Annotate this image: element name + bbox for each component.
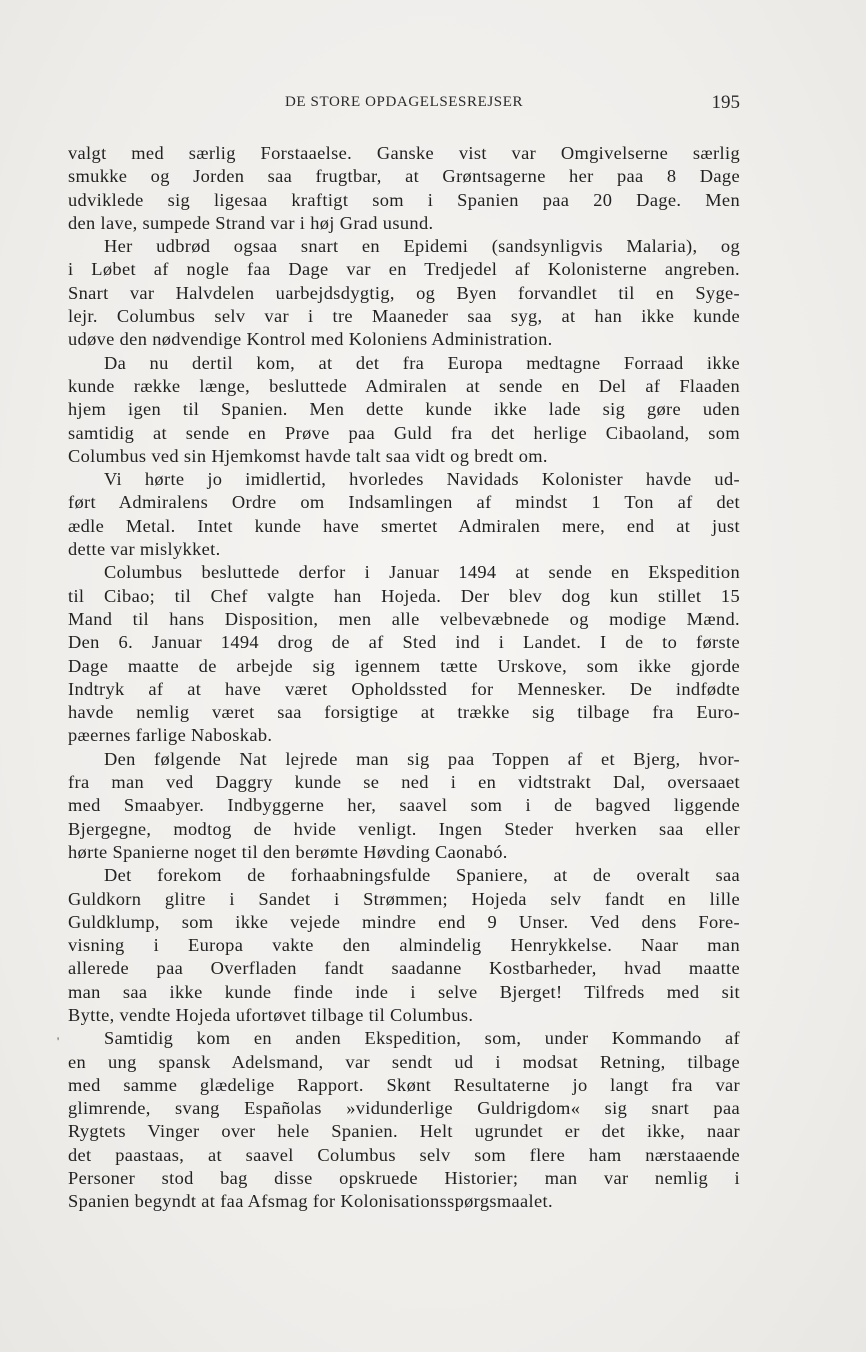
text-line: udviklede sig ligesaa kraftigt som i Spanien paa 20 Dage. Men xyxy=(68,189,740,210)
body-text xyxy=(68,142,740,1214)
margin-mark: ' xyxy=(57,1034,60,1048)
text-line: udøve den nødvendige Kontrol med Koloniens Administration. xyxy=(68,329,553,350)
text-line: Guldkorn glitre i Sandet i Strømmen; Hojeda selv fandt en lille xyxy=(68,888,740,909)
text-line: Spanien begyndt at faa Afsmag for Kolonisationsspørgsmaalet. xyxy=(68,1191,553,1212)
text-line: samtidig at sende en Prøve paa Guld fra det herlige Cibaoland, som xyxy=(68,422,740,443)
text-line: glimrende, svang Españolas »vidunderlige Guldrigdom« sig snart paa xyxy=(68,1098,740,1119)
text-line: visning i Europa vakte den almindelig Henrykkelse. Naar man xyxy=(68,935,740,956)
text-line: Rygtets Vinger over hele Spanien. Helt ugrundet er det ikke, naar xyxy=(68,1121,740,1142)
text-line: det paastaas, at saavel Columbus selv som flere ham nærstaaende xyxy=(68,1144,740,1165)
text-line: Vi hørte jo imidlertid, hvorledes Navidads Kolonister havde ud- xyxy=(104,469,740,490)
text-line: allerede paa Overfladen fandt saadanne Kostbarheder, hvad maatte xyxy=(68,958,740,979)
text-line: Columbus ved sin Hjemkomst havde talt saa vidt og bredt om. xyxy=(68,445,548,466)
text-line: man saa ikke kunde finde inde i selve Bjerget! Tilfreds med sit xyxy=(68,981,740,1002)
text-line: hørte Spanierne noget til den berømte Høvding Caonabó. xyxy=(68,841,508,862)
text-line: Samtidig kom en anden Ekspedition, som, under Kommando af xyxy=(104,1028,740,1049)
text-line: Indtryk af at have været Opholdssted for Mennesker. De indfødte xyxy=(68,678,740,699)
text-line: med Smaabyer. Indbyggerne her, saavel som i de bagved liggende xyxy=(68,795,740,816)
text-line: Mand til hans Disposition, men alle velbevæbnede og modige Mænd. xyxy=(68,608,740,629)
text-line: Her udbrød ogsaa snart en Epidemi (sandsynligvis Malaria), og xyxy=(104,236,740,257)
page-number: 195 xyxy=(711,92,740,113)
text-line: kunde række længe, besluttede Admiralen at sende en Del af Flaaden xyxy=(68,375,740,396)
text-line: hjem igen til Spanien. Men dette kunde ikke lade sig gøre uden xyxy=(68,399,740,420)
text-line: Personer stod bag disse opskruede Historier; man var nemlig i xyxy=(68,1168,740,1189)
text-line: ført Admiralens Ordre om Indsamlingen af mindst 1 Ton af det xyxy=(68,492,740,513)
text-line: pæernes farlige Naboskab. xyxy=(68,725,273,746)
text-line: Bytte, vendte Hojeda ufortøvet tilbage til Columbus. xyxy=(68,1004,474,1025)
text-line: Da nu dertil kom, at det fra Europa medtagne Forraad ikke xyxy=(104,352,740,373)
text-line: Det forekom de forhaabningsfulde Spaniere, at de overalt saa xyxy=(104,865,740,886)
text-line: Snart var Halvdelen uarbejdsdygtig, og Byen forvandlet til en Syge- xyxy=(68,282,740,303)
text-line: Columbus besluttede derfor i Januar 1494 at sende en Ekspedition xyxy=(104,562,740,583)
page-header xyxy=(285,92,740,118)
text-line: i Løbet af nogle faa Dage var en Tredjedel af Kolonisterne angreben. xyxy=(68,259,740,280)
text-line: Bjergegne, modtog de hvide venligt. Ingen Steder hverken saa eller xyxy=(68,818,740,839)
text-line: lejr. Columbus selv var i tre Maaneder saa syg, at han ikke kunde xyxy=(68,306,740,327)
text-line: Den 6. Januar 1494 drog de af Sted ind i Landet. I de to første xyxy=(68,632,740,653)
text-line: ædle Metal. Intet kunde have smertet Admiralen mere, end at just xyxy=(68,515,740,536)
text-line: dette var mislykket. xyxy=(68,539,221,560)
text-line: havde nemlig været saa forsigtige at trække sig tilbage fra Euro- xyxy=(68,702,740,723)
text-line: den lave, sumpede Strand var i høj Grad usund. xyxy=(68,212,434,233)
text-line: valgt med særlig Forstaaelse. Ganske vist var Omgivelserne særlig xyxy=(68,143,740,163)
text-line: Den følgende Nat lejrede man sig paa Toppen af et Bjerg, hvor- xyxy=(104,748,740,769)
text-line: til Cibao; til Chef valgte han Hojeda. Der blev dog kun stillet 15 xyxy=(68,585,740,606)
text-line: Guldklump, som ikke vejede mindre end 9 Unser. Ved dens Fore- xyxy=(68,911,740,932)
text-line: smukke og Jorden saa frugtbar, at Grøntsagerne her paa 8 Dage xyxy=(68,166,740,187)
text-line: med samme glædelige Rapport. Skønt Resultaterne jo langt fra var xyxy=(68,1074,740,1095)
text-line: Dage maatte de arbejde sig igennem tætte Urskove, som ikke gjorde xyxy=(68,655,740,676)
text-line: en ung spansk Adelsmand, var sendt ud i modsat Retning, tilbage xyxy=(68,1051,740,1072)
running-title: DE STORE OPDAGELSESREJSER xyxy=(285,94,524,110)
text-line: fra man ved Daggry kunde se ned i en vidtstrakt Dal, oversaaet xyxy=(68,772,740,793)
